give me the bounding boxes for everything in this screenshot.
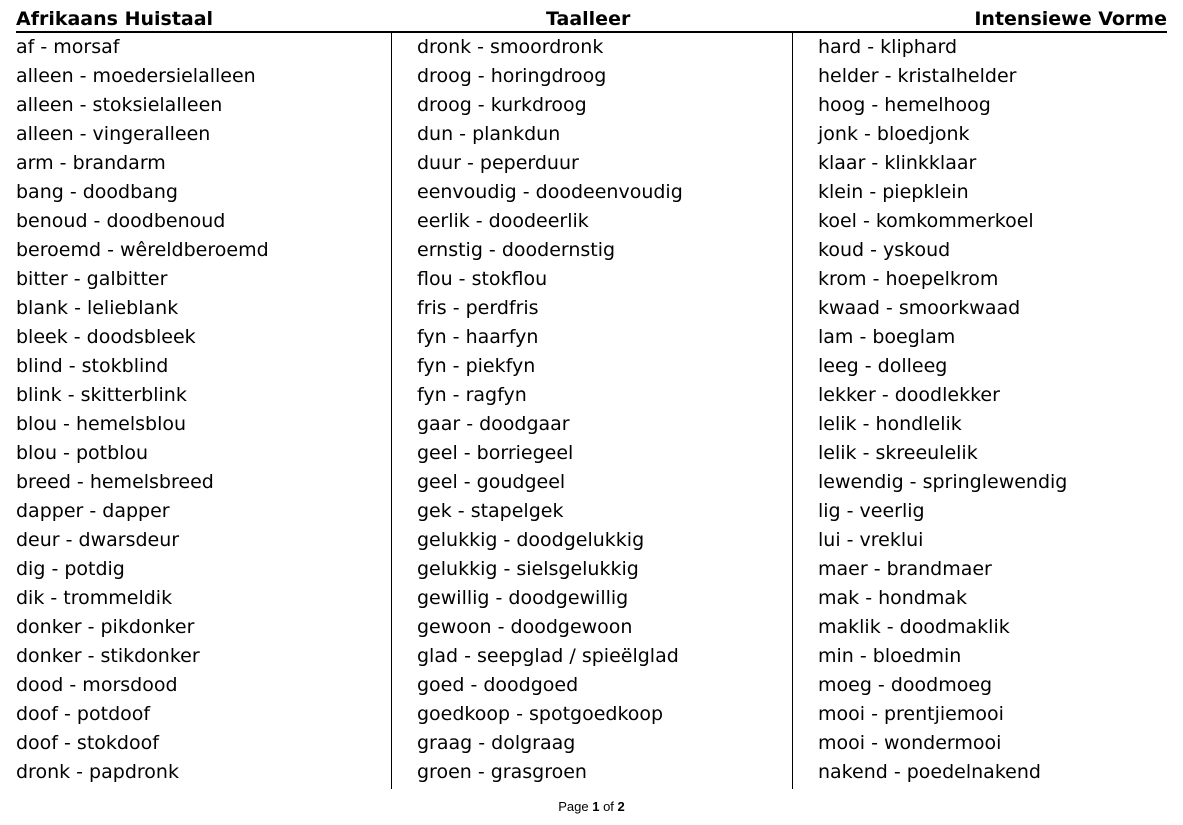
word-pair: groen - grasgroen (417, 761, 587, 783)
word-pair: alleen - moedersielalleen (16, 65, 256, 87)
word-pair: jonk - bloedjonk (818, 123, 970, 145)
word-pair: dood - morsdood (16, 674, 178, 696)
word-pair: gaar - doodgaar (417, 413, 570, 435)
word-pair: nakend - poedelnakend (818, 761, 1041, 783)
footer-page-label: Page (558, 799, 593, 814)
word-pair: dik - trommeldik (16, 587, 173, 609)
word-pair: blink - skitterblink (16, 384, 187, 406)
word-pair: dapper - dapper (16, 500, 170, 522)
word-pair: leeg - dolleeg (818, 355, 948, 377)
word-pair: fyn - ragfyn (417, 384, 527, 406)
word-pair: droog - horingdroog (417, 65, 607, 87)
word-pair: min - bloedmin (818, 645, 962, 667)
word-pair: doof - stokdoof (16, 732, 159, 754)
word-pair: arm - brandarm (16, 152, 166, 174)
word-pair: dun - plankdun (417, 123, 561, 145)
word-pair: blou - hemelsblou (16, 413, 187, 435)
word-column-1 (0, 33, 390, 789)
word-pair: deur - dwarsdeur (16, 529, 180, 551)
footer-total-pages: 2 (617, 799, 625, 814)
word-pair: bang - doodbang (16, 181, 178, 203)
word-pair: donker - stikdonker (16, 645, 200, 667)
word-pair: geel - goudgeel (417, 471, 566, 493)
word-pair: dronk - papdronk (16, 761, 179, 783)
word-pair: blou - potblou (16, 442, 149, 464)
footer-current-page: 1 (592, 799, 600, 814)
word-pair: lig - veerlig (818, 500, 925, 522)
word-pair: lui - vreklui (818, 529, 924, 551)
word-pair: goed - doodgoed (417, 674, 579, 696)
word-pair: krom - hoepelkrom (818, 268, 999, 290)
word-pair: hard - kliphard (818, 36, 958, 58)
word-pair: dronk - smoordronk (417, 36, 604, 58)
word-pair: lekker - doodlekker (818, 384, 1000, 406)
header-title: Intensiewe Vorme (974, 8, 1167, 30)
word-pair: dig - potdig (16, 558, 125, 580)
word-pair: klaar - klinkklaar (818, 152, 977, 174)
word-pair: bitter - galbitter (16, 268, 168, 290)
word-pair: lelik - hondlelik (818, 413, 962, 435)
word-pair: donker - pikdonker (16, 616, 195, 638)
word-pair: geel - borriegeel (417, 442, 574, 464)
word-pair: gelukkig - sielsgelukkig (417, 558, 639, 580)
word-pair: doof - potdoof (16, 703, 151, 725)
word-pair: koel - komkommerkoel (818, 210, 1034, 232)
word-pair: blank - lelieblank (16, 297, 179, 319)
word-pair: koud - yskoud (818, 239, 951, 261)
word-pair: fris - perdfris (417, 297, 539, 319)
word-pair: af - morsaf (16, 36, 120, 58)
word-pair: fyn - piekfyn (417, 355, 536, 377)
word-pair: hoog - hemelhoog (818, 94, 991, 116)
word-pair: klein - piepklein (818, 181, 969, 203)
word-pair: goedkoop - spotgoedkoop (417, 703, 664, 725)
word-pair: eerlik - doodeerlik (417, 210, 589, 232)
word-column-3 (792, 33, 1183, 789)
word-pair: blind - stokblind (16, 355, 169, 377)
word-pair: benoud - doodbenoud (16, 210, 226, 232)
word-pair: droog - kurkdroog (417, 94, 587, 116)
word-pair: beroemd - wêreldberoemd (16, 239, 269, 261)
header-subject: Afrikaans Huistaal (16, 8, 214, 30)
word-pair: fyn - haarfyn (417, 326, 539, 348)
word-pair: bleek - doodsbleek (16, 326, 196, 348)
word-pair: alleen - stoksielalleen (16, 94, 223, 116)
word-pair: gewillig - doodgewillig (417, 587, 629, 609)
word-pair: breed - hemelsbreed (16, 471, 214, 493)
word-pair: kwaad - smoorkwaad (818, 297, 1021, 319)
word-pair: maklik - doodmaklik (818, 616, 1010, 638)
word-pair: graag - dolgraag (417, 732, 576, 754)
word-pair: gelukkig - doodgelukkig (417, 529, 645, 551)
table-header (16, 6, 1167, 33)
page-footer (0, 798, 1183, 816)
word-pair: duur - peperduur (417, 152, 579, 174)
word-pair: maer - brandmaer (818, 558, 992, 580)
word-pair: mooi - prentjiemooi (818, 703, 1004, 725)
word-pair: mooi - wondermooi (818, 732, 1002, 754)
header-topic: Taalleer (546, 8, 631, 30)
footer-of-label: of (599, 799, 618, 814)
word-pair: mak - hondmak (818, 587, 968, 609)
word-pair: moeg - doodmoeg (818, 674, 993, 696)
word-pair: lelik - skreeulelik (818, 442, 978, 464)
word-pair: flou - stokflou (417, 268, 548, 290)
word-pair: eenvoudig - doodeenvoudig (417, 181, 683, 203)
word-column-2 (391, 33, 792, 789)
word-pair: gewoon - doodgewoon (417, 616, 633, 638)
word-pair: alleen - vingeralleen (16, 123, 211, 145)
word-pair: glad - seepglad / spieëlglad (417, 645, 679, 667)
word-pair: lam - boeglam (818, 326, 956, 348)
word-pair: ernstig - doodernstig (417, 239, 616, 261)
word-pair: gek - stapelgek (417, 500, 564, 522)
word-pair: lewendig - springlewendig (818, 471, 1068, 493)
word-pair: helder - kristalhelder (818, 65, 1017, 87)
